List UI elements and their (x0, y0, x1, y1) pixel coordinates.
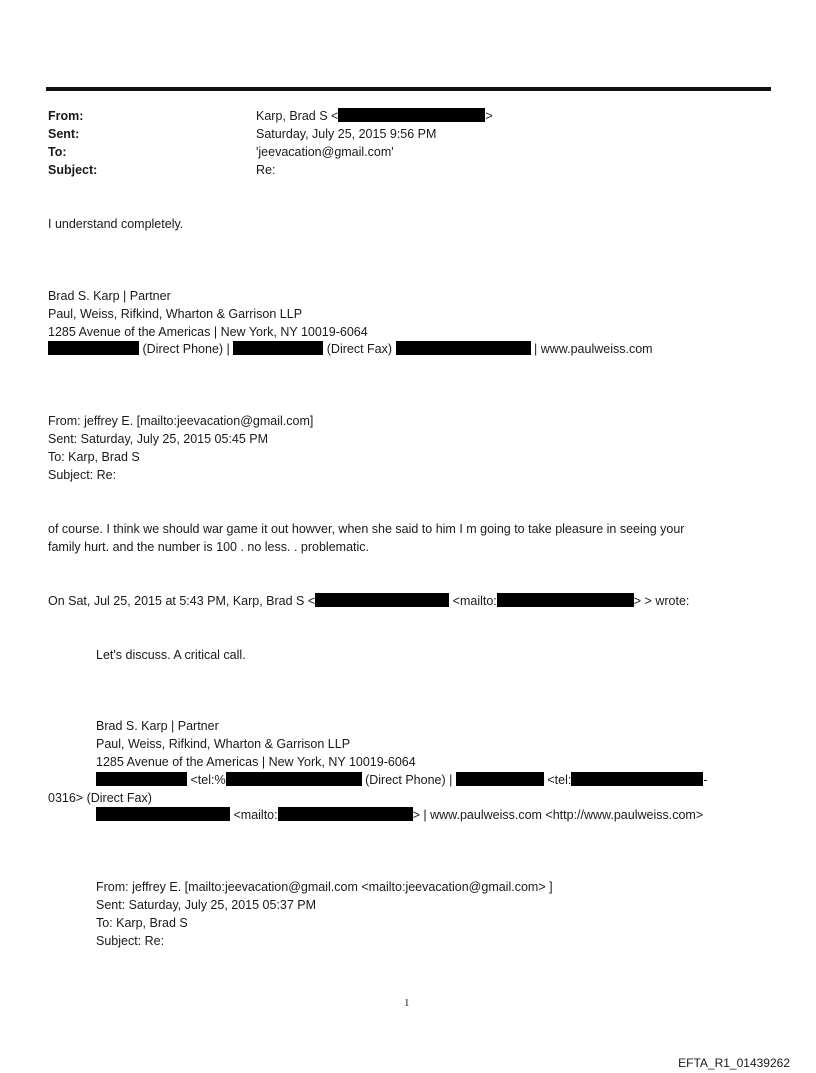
to-label: To: (48, 145, 67, 159)
redaction (497, 593, 634, 607)
quote3-subject: Subject: Re: (96, 934, 165, 948)
signature-firm: Paul, Weiss, Rifkind, Wharton & Garrison LLP (48, 307, 303, 321)
attribution-prefix: On Sat, Jul 25, 2015 at 5:43 PM, Karp, Brad S < (48, 594, 316, 608)
signature-contact-line (48, 341, 653, 357)
redaction (96, 772, 187, 786)
quote1-to: To: Karp, Brad S (48, 450, 140, 464)
quote3-from: From: jeffrey E. [mailto:jeevacation@gmail.com <mailto:jeevacation@gmail.com> ] (96, 880, 553, 894)
redaction (571, 772, 703, 786)
quote2-signature-name: Brad S. Karp | Partner (96, 719, 219, 733)
website-text: | www.paulweiss.com (534, 342, 653, 356)
attribution-line (48, 593, 689, 609)
redaction (48, 341, 139, 355)
page-number: 1 (404, 997, 410, 1009)
quote2-email-line (96, 807, 703, 823)
quote1-body-line2: family hurt. and the number is 100 . no less. . problematic. (48, 540, 369, 554)
redaction (396, 341, 531, 355)
mailto-prefix: <mailto: (233, 808, 278, 822)
subject-label: Subject: (48, 163, 98, 177)
from-name: Karp, Brad S < (256, 109, 339, 123)
direct-phone-label: (Direct Phone) | (142, 342, 230, 356)
direct-fax-label: (Direct Fax) (326, 342, 393, 356)
quote2-signature-firm: Paul, Weiss, Rifkind, Wharton & Garrison LLP (96, 737, 351, 751)
attribution-suffix: > > wrote: (633, 594, 690, 608)
sent-label: Sent: (48, 127, 80, 141)
quote2-fax-continuation: 0316> (Direct Fax) (48, 791, 152, 805)
quote1-subject: Subject: Re: (48, 468, 117, 482)
website-text: > | www.paulweiss.com <http://www.paulweiss.com> (412, 808, 704, 822)
quote2-body: Let's discuss. A critical call. (96, 648, 246, 662)
redaction (338, 108, 485, 122)
tel-prefix: <tel:% (190, 773, 226, 787)
quote2-contact-line (96, 772, 708, 788)
quote3-sent: Sent: Saturday, July 25, 2015 05:37 PM (96, 898, 317, 912)
signature-name: Brad S. Karp | Partner (48, 289, 171, 303)
redaction (96, 807, 230, 821)
header-rule (46, 87, 771, 91)
redaction (226, 772, 362, 786)
reply-body: I understand completely. (48, 217, 184, 231)
redaction (278, 807, 413, 821)
from-label: From: (48, 109, 84, 123)
document-id: EFTA_R1_01439262 (678, 1056, 790, 1070)
signature-address: 1285 Avenue of the Americas | New York, NY 10019-6064 (48, 325, 368, 339)
redaction (456, 772, 544, 786)
attribution-mailto: <mailto: (452, 594, 497, 608)
direct-phone-label: (Direct Phone) | (365, 773, 453, 787)
to-value: 'jeevacation@gmail.com' (256, 145, 394, 159)
redaction (233, 341, 323, 355)
tel-dash: - (703, 773, 708, 787)
sent-value: Saturday, July 25, 2015 9:56 PM (256, 127, 437, 141)
quote1-from: From: jeffrey E. [mailto:jeevacation@gmail.com] (48, 414, 314, 428)
tel-prefix-2: <tel: (547, 773, 572, 787)
subject-value: Re: (256, 163, 276, 177)
redaction (315, 593, 449, 607)
quote1-body-line1: of course. I think we should war game it out howver, when she said to him I m going to take pleasure in seeing your (48, 522, 685, 536)
quote3-to: To: Karp, Brad S (96, 916, 188, 930)
quote1-sent: Sent: Saturday, July 25, 2015 05:45 PM (48, 432, 269, 446)
from-close: > (485, 109, 493, 123)
quote2-signature-address: 1285 Avenue of the Americas | New York, NY 10019-6064 (96, 755, 416, 769)
from-value (256, 108, 493, 124)
